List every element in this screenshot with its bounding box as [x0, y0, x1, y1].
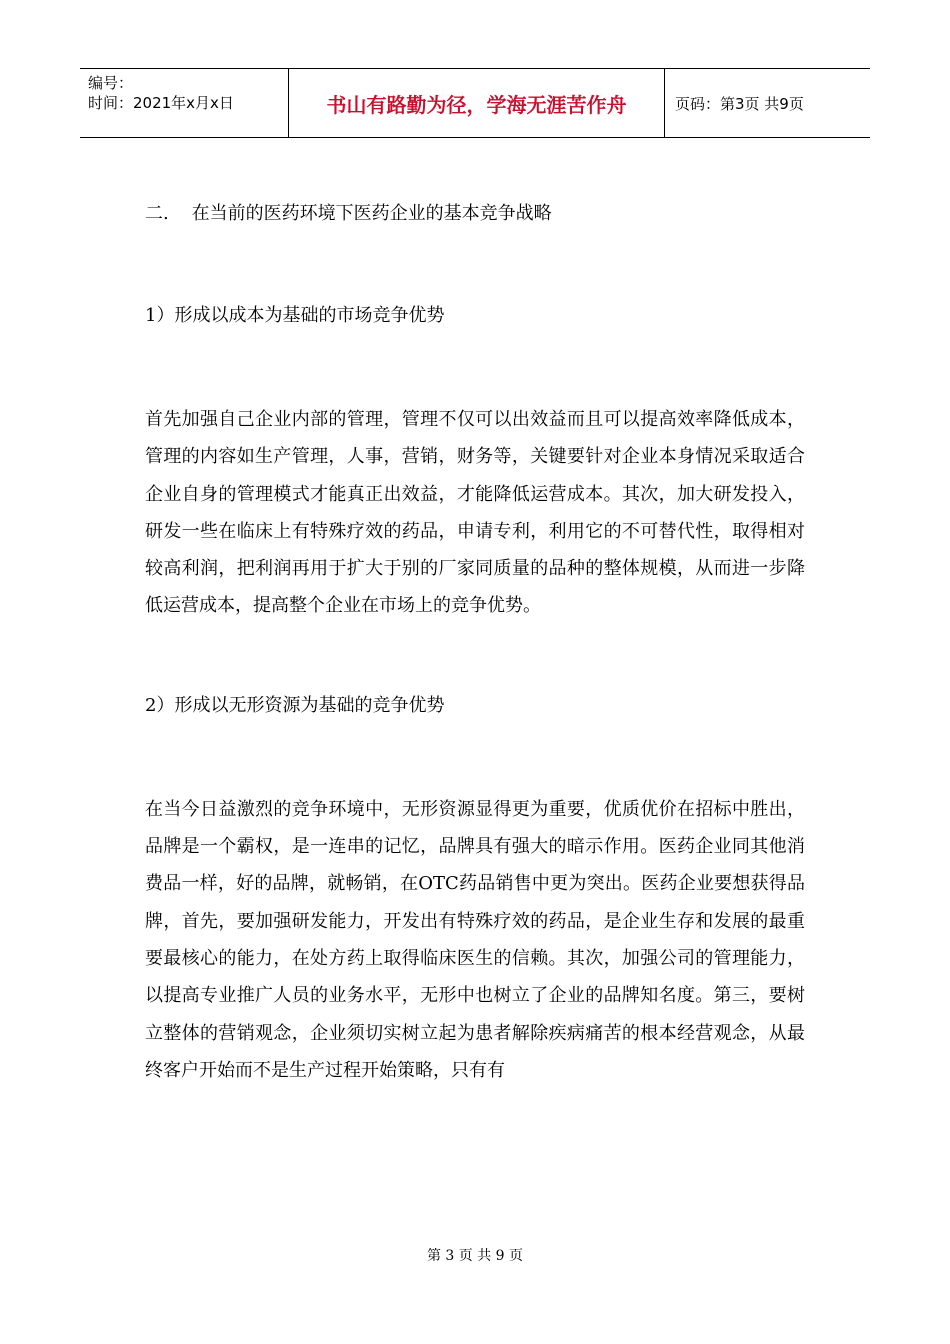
paragraph-1: 首先加强自己企业内部的管理，管理不仅可以出效益而且可以提高效率降低成本，管理的内容如生产管理，人事，营销，财务等，关键要针对企业本身情况采取适合企业自身的管理模式才能真正出效益，才能降低运营成本。其次，加大研发投入，研发一些在临床上有特殊疗效的药品，申请专利，利用它的不可替代性，取得相对较高利润，把利润再用于扩大于别的厂家同质量的品种的整体规模，从而进一步降低运营成本，提高整个企业在市场上的竞争优势。	[145, 409, 805, 617]
document-body	[145, 200, 805, 1089]
paragraph-2: 在当今日益激烈的竞争环境中，无形资源显得更为重要，优质优价在招标中胜出，品牌是一个霸权，是一连串的记忆，品牌具有强大的暗示作用。医药企业同其他消费品一样，好的品牌，就畅销，在OTC药品销售中更为突出。医药企业要想获得品牌，首先，要加强研发能力，开发出有特殊疗效的药品，是企业生存和发展的最重要最核心的能力，在处方药上取得临床医生的信赖。其次，加强公司的管理能力，以提高专业推广人员的业务水平，无形中也树立了企业的品牌知名度。第三，要树立整体的营销观念，企业须切实树立起为患者解除疾病痛苦的根本经营观念，从最终客户开始而不是生产过程开始策略，只有有	[145, 798, 805, 1081]
document-header	[80, 68, 870, 138]
header-motto: 书山有路勤为径，学海无涯苦作舟	[289, 69, 665, 137]
number-label: 编号：	[88, 74, 134, 92]
date-label: 时间：2021年x月x日	[88, 94, 234, 112]
header-page-label: 页码：第3页 共9页	[675, 94, 804, 113]
subsection-title-2: 2）形成以无形资源为基础的竞争优势	[145, 694, 445, 716]
page-footer: 第 3 页 共 9 页	[426, 1248, 524, 1264]
header-meta	[80, 69, 289, 137]
subsection-title-1: 1）形成以成本为基础的市场竞争优势	[145, 305, 445, 326]
section-title: 二. 在当前的医药环境下医药企业的基本竞争战略	[145, 203, 552, 224]
